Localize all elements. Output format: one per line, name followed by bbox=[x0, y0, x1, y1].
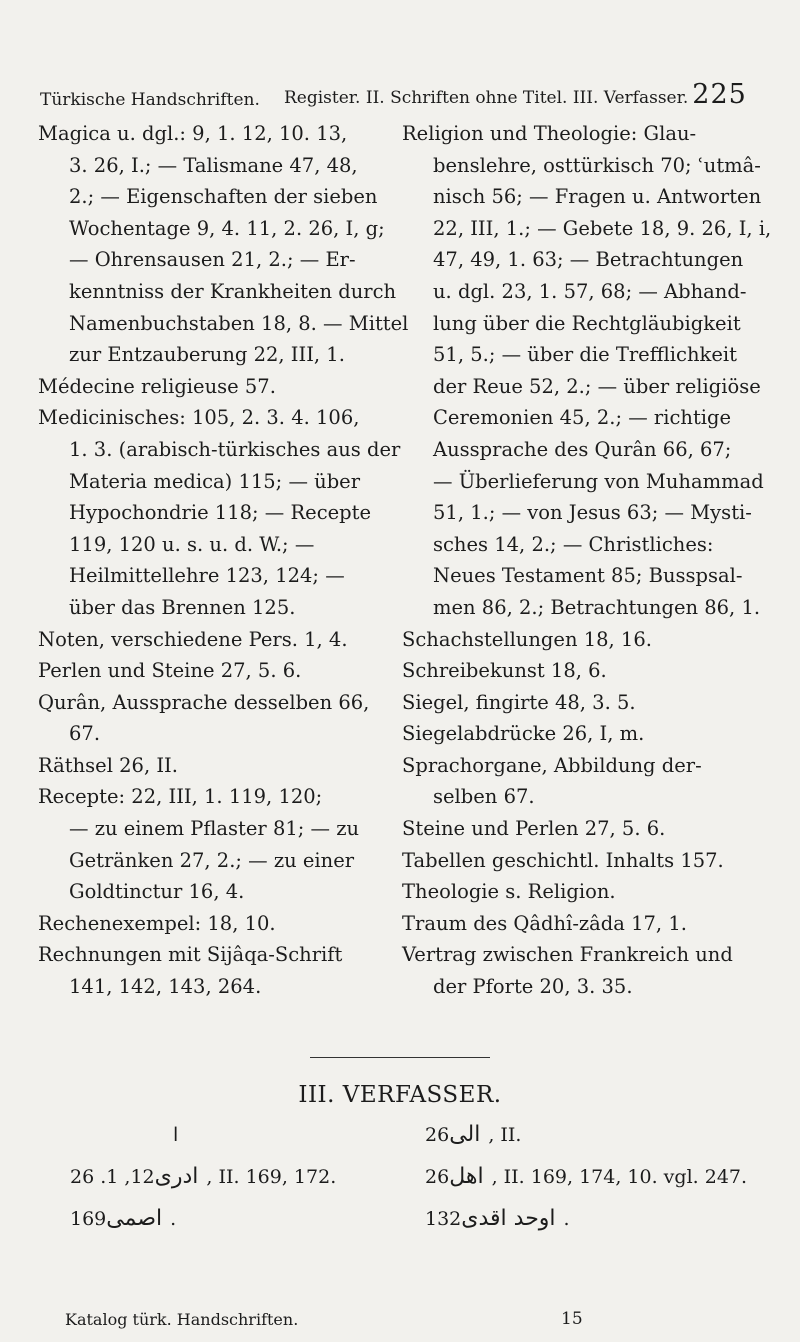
index-line: Siegelabdrücke 26, I, m. bbox=[402, 722, 645, 746]
right-column bbox=[402, 118, 772, 1003]
index-line: 1. 3. (arabisch-türkisches aus der bbox=[69, 437, 401, 461]
index-line: 51, 5.; — über die Trefflichkeit bbox=[433, 343, 737, 367]
index-line: zur Entzauberung 22, III, 1. bbox=[69, 343, 345, 367]
index-line: Religion und Theologie: Glau- bbox=[402, 122, 697, 145]
index-line: Goldtinctur 16, 4. bbox=[69, 880, 245, 904]
index-line: Getränken 27, 2.; — zu einer bbox=[69, 848, 355, 872]
index-line: 22, III, 1.; — Gebete 18, 9. 26, I, i, bbox=[433, 216, 772, 240]
index-line: Rechenexempel: 18, 10. bbox=[38, 911, 276, 935]
author-entry bbox=[425, 1164, 747, 1189]
index-line: 2.; — Eigenschaften der sieben bbox=[69, 185, 378, 209]
index-line: selben 67. bbox=[433, 785, 535, 809]
index-line: sches 14, 2.; — Christliches: bbox=[433, 532, 714, 556]
index-line: Traum des Qâdhî-zâda 17, 1. bbox=[402, 911, 687, 935]
index-line: 141, 142, 143, 264. bbox=[69, 975, 262, 999]
index-line: der Pforte 20, 3. 35. bbox=[433, 975, 633, 999]
index-line: Qurân, Aussprache desselben 66, bbox=[38, 690, 370, 714]
section-divider bbox=[310, 1057, 490, 1058]
index-line: Magica u. dgl.: 9, 1. 12, 10. 13, bbox=[38, 122, 348, 145]
header-middle-text: Register. II. Schriften ohne Titel. III. Verfasser. bbox=[284, 88, 689, 108]
index-line: men 86, 2.; Betrachtungen 86, 1. bbox=[433, 595, 761, 619]
index-line: 3. 26, I.; — Talismane 47, 48, bbox=[69, 153, 358, 177]
index-line: Noten, verschiedene Pers. 1, 4. bbox=[38, 627, 348, 651]
index-line: 51, 1.; — von Jesus 63; — Mysti- bbox=[433, 501, 752, 525]
index-line: über das Brennen 125. bbox=[69, 595, 296, 619]
index-line: Rechnungen mit Sijâqa-Schrift bbox=[38, 943, 343, 967]
index-line: Tabellen geschichtl. Inhalts 157. bbox=[402, 848, 724, 872]
index-line: Wochentage 9, 4. 11, 2. 26, I, g; bbox=[69, 216, 385, 240]
author-entry bbox=[425, 1122, 521, 1147]
running-header bbox=[40, 80, 760, 110]
index-line: — Überlieferung von Muhammad bbox=[433, 469, 764, 493]
index-line: Hypochondrie 118; — Recepte bbox=[69, 501, 372, 525]
author-entry bbox=[70, 1206, 176, 1231]
section-letter: ا bbox=[173, 1124, 179, 1146]
index-line: 119, 120 u. s. u. d. W.; — bbox=[69, 532, 315, 556]
index-line: Vertrag zwischen Frankreich und bbox=[402, 943, 733, 967]
index-line: Medicinisches: 105, 2. 3. 4. 106, bbox=[38, 406, 360, 430]
index-line: Recepte: 22, III, 1. 119, 120; bbox=[38, 785, 323, 809]
left-column bbox=[38, 118, 409, 1003]
arabic-name: اهل bbox=[449, 1164, 484, 1189]
index-line: Theologie s. Religion. bbox=[402, 880, 616, 904]
index-line: kenntniss der Krankheiten durch bbox=[69, 279, 397, 303]
entry-refs: 132. bbox=[425, 1208, 570, 1230]
header-left: Türkische Handschriften. bbox=[40, 90, 260, 110]
index-line: nisch 56; — Fragen u. Antworten bbox=[433, 185, 762, 209]
index-line: Namenbuchstaben 18, 8. — Mittel bbox=[69, 311, 409, 335]
index-line: lung über die Rechtgläubigkeit bbox=[433, 311, 741, 335]
entry-refs: 26, II. bbox=[425, 1124, 522, 1146]
index-line: benslehre, osttürkisch 70; ʿutmâ- bbox=[433, 153, 761, 177]
index-line: der Reue 52, 2.; — über religiöse bbox=[433, 374, 761, 398]
index-line: Ceremonien 45, 2.; — richtige bbox=[433, 406, 732, 430]
index-line: Steine und Perlen 27, 5. 6. bbox=[402, 817, 666, 841]
arabic-name: الى bbox=[449, 1122, 481, 1147]
signature-mark: 15 bbox=[561, 1309, 583, 1329]
arabic-name: ادرى bbox=[154, 1164, 199, 1189]
footer-catalog: Katalog türk. Handschriften. bbox=[65, 1310, 299, 1329]
index-line: Heilmittellehre 123, 124; — bbox=[69, 564, 345, 588]
index-line: — Ohrensausen 21, 2.; — Er- bbox=[69, 248, 356, 272]
page-number: 225 bbox=[692, 79, 747, 110]
index-line: Neues Testament 85; Busspsal- bbox=[433, 564, 743, 588]
index-line: u. dgl. 23, 1. 57, 68; — Abhand- bbox=[433, 279, 747, 303]
entry-refs: 26, II. 169, 174, 10. vgl. 247. bbox=[425, 1166, 748, 1188]
index-line: Schreibekunst 18, 6. bbox=[402, 659, 607, 683]
index-line: — zu einem Pflaster 81; — zu bbox=[69, 817, 360, 841]
index-line: Materia medica) 115; — über bbox=[69, 469, 361, 493]
arabic-name: اوحد اقدى bbox=[461, 1206, 556, 1231]
entry-refs: 12, 1. 26, II. 169, 172. bbox=[70, 1166, 337, 1188]
index-line: Perlen und Steine 27, 5. 6. bbox=[38, 659, 302, 683]
entry-refs: 169. bbox=[70, 1208, 177, 1230]
section-title: III. VERFASSER. bbox=[298, 1082, 502, 1108]
index-line: 47, 49, 1. 63; — Betrachtungen bbox=[433, 248, 744, 272]
index-line: Schachstellungen 18, 16. bbox=[402, 627, 652, 651]
index-line: Räthsel 26, II. bbox=[38, 753, 178, 777]
author-entry bbox=[70, 1164, 336, 1189]
index-line: Médecine religieuse 57. bbox=[38, 374, 276, 398]
index-line: 67. bbox=[69, 722, 101, 746]
arabic-name: اصمى bbox=[106, 1206, 163, 1231]
header-middle bbox=[284, 79, 747, 110]
index-line: Sprachorgane, Abbildung der- bbox=[402, 753, 702, 777]
author-entry bbox=[425, 1206, 570, 1231]
index-line: Siegel, fingirte 48, 3. 5. bbox=[402, 690, 636, 714]
index-line: Aussprache des Qurân 66, 67; bbox=[433, 437, 732, 461]
